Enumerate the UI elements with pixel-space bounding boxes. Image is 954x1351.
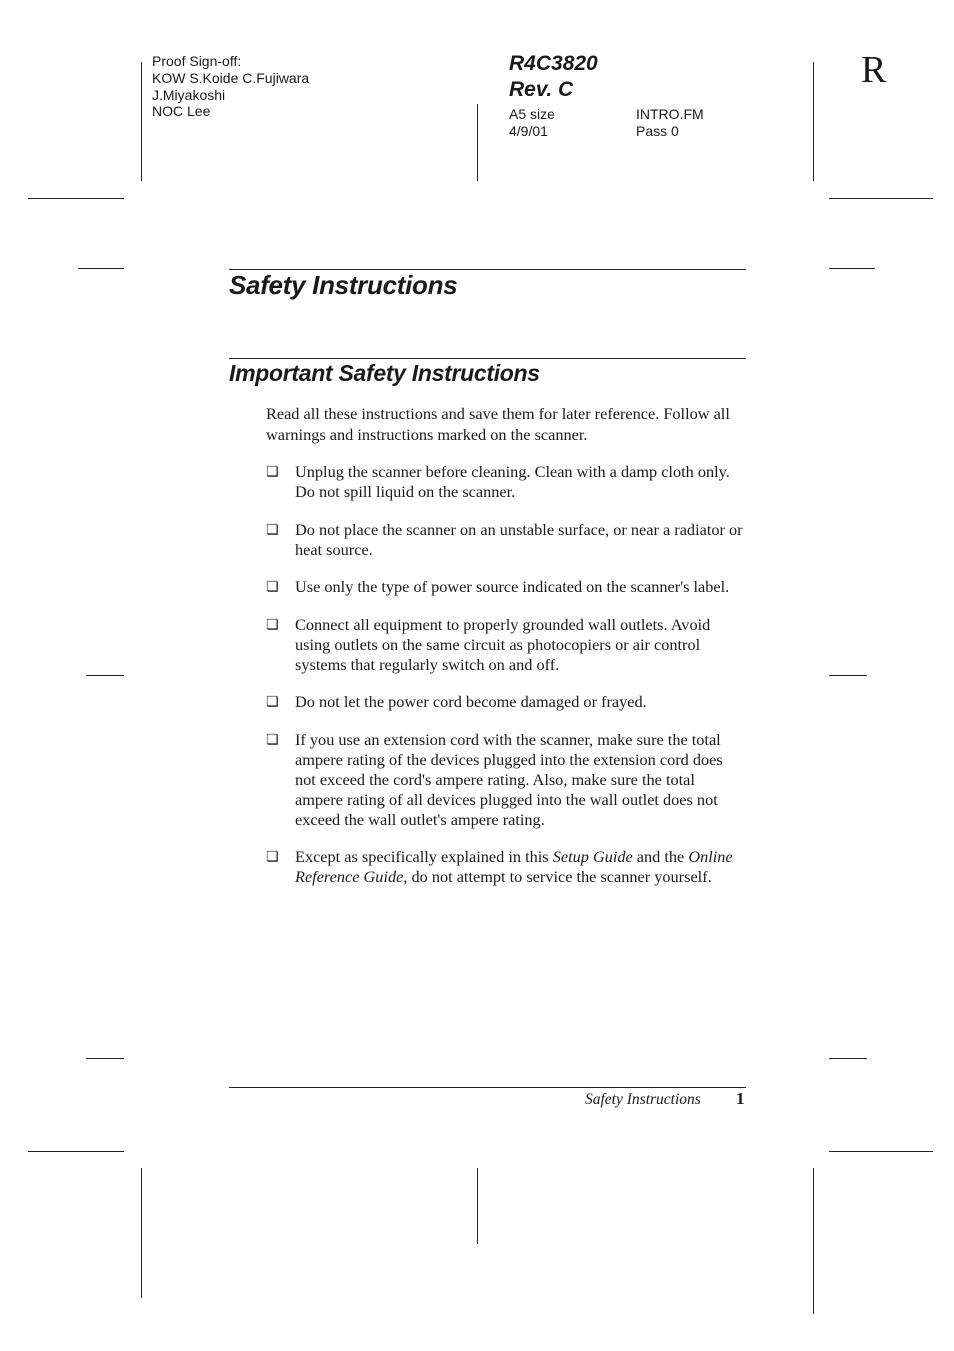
crop-mark (813, 62, 814, 181)
checkbox-bullet-icon: ❏ (266, 694, 279, 710)
list-item-text: Do not let the power cord become damaged or frayed. (295, 692, 647, 711)
crop-mark (829, 198, 933, 199)
checkbox-bullet-icon: ❏ (266, 731, 279, 748)
doc-date: 4/9/01 (509, 122, 548, 139)
list-item (266, 692, 746, 712)
list-item (266, 730, 746, 830)
pass-number: Pass 0 (636, 122, 679, 139)
list-item (266, 615, 746, 675)
crop-mark (86, 675, 124, 676)
page-number: 1 (736, 1089, 745, 1108)
crop-mark (141, 62, 142, 181)
checkbox-bullet-icon: ❏ (266, 616, 279, 633)
model-number: R4C3820 (509, 52, 598, 75)
checkbox-bullet-icon: ❏ (266, 522, 279, 538)
guide-name: Online Reference Guide (295, 847, 733, 886)
crop-mark (829, 268, 875, 269)
section-title: Important Safety Instructions (229, 360, 540, 386)
list-item-text: Unplug the scanner before cleaning. Clean with a damp cloth only. Do not spill liquid on the scanner. (295, 462, 730, 501)
crop-mark (813, 1168, 814, 1314)
guide-name: Setup Guide (552, 847, 633, 866)
crop-mark (78, 268, 124, 269)
text-run: , do not attempt to service the scanner yourself. (403, 867, 712, 886)
crop-mark (141, 1168, 142, 1298)
intro-paragraph: Read all these instructions and save them for later reference. Follow all warnings and instructions marked on the scanner. (266, 404, 730, 444)
list-item-text: Use only the type of power source indicated on the scanner's label. (295, 577, 730, 596)
page-title: Safety Instructions (229, 270, 458, 300)
list-item (266, 520, 746, 560)
crop-mark (829, 675, 867, 676)
proof-line: J.Miyakoshi (152, 86, 226, 103)
crop-mark (86, 1058, 124, 1059)
list-item (266, 577, 746, 597)
proof-line: NOC Lee (152, 103, 211, 120)
footer-rule (229, 1087, 746, 1088)
text-run: and the (632, 847, 689, 866)
proof-line: KOW S.Koide C.Fujiwara (152, 69, 310, 86)
paper-size: A5 size (509, 106, 555, 122)
crop-mark (28, 198, 124, 199)
checkbox-bullet-icon: ❏ (266, 464, 279, 480)
proof-signoff (152, 53, 309, 120)
text-run: Except as specifically explained in this (295, 847, 553, 866)
crop-mark (829, 1058, 867, 1059)
crop-mark (477, 104, 478, 181)
running-footer: Safety Instructions (585, 1091, 701, 1108)
crop-mark (829, 1151, 933, 1152)
checkbox-bullet-icon: ❏ (266, 579, 279, 595)
crop-mark (477, 1168, 478, 1244)
corner-letter: R (861, 49, 887, 91)
list-item-text (295, 847, 733, 886)
model-block (509, 51, 598, 103)
file-name: INTRO.FM (636, 106, 704, 122)
revision: Rev. C (509, 78, 574, 101)
safety-list (266, 462, 746, 905)
list-item-text: If you use an extension cord with the scanner, make sure the total ampere rating of the devices plugged into the extension cord does not exceed the cord's ampere rating. Also, make sure the total ampere rating of all devices plugged into the wall outlet does not exceed the wall outlet's ampere rating. (295, 729, 723, 829)
checkbox-bullet-icon: ❏ (266, 849, 279, 865)
proof-line: Proof Sign-off: (152, 53, 242, 69)
list-item (266, 847, 746, 887)
list-item-text: Do not place the scanner on an unstable surface, or near a radiator or heat source. (295, 520, 743, 559)
crop-mark (28, 1151, 124, 1152)
list-item-text: Connect all equipment to properly grounded wall outlets. Avoid using outlets on the same circuit as photocopiers or air control systems that regularly switch on and off. (295, 614, 711, 674)
list-item (266, 462, 746, 502)
